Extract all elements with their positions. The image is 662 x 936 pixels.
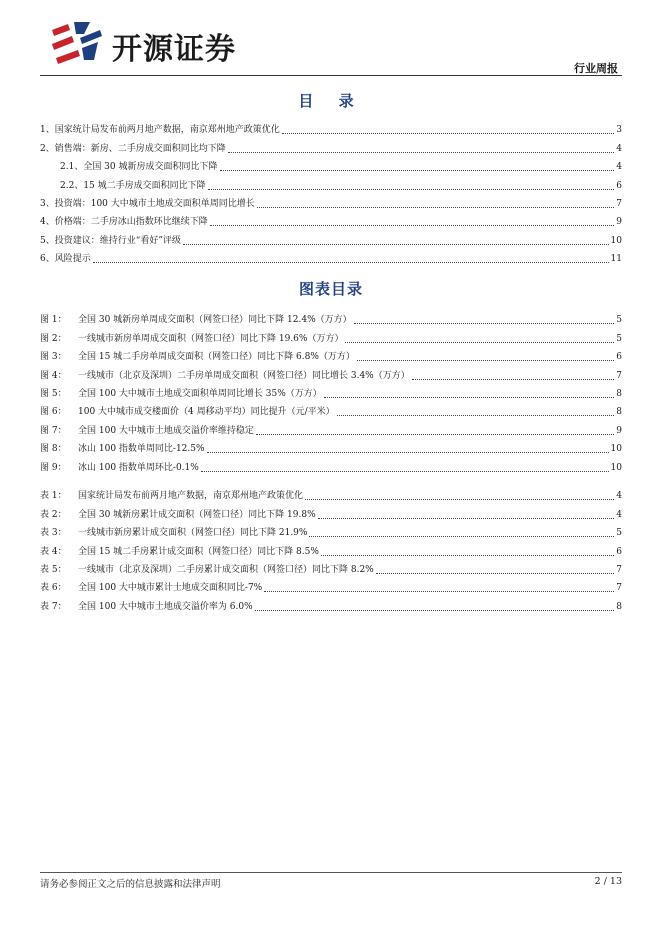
table-entry-number: 表 7： [40, 601, 67, 612]
table-entry[interactable] [40, 502, 622, 520]
dot-leader [337, 415, 615, 416]
dot-leader [228, 152, 615, 153]
figure-entry-page: 8 [616, 407, 622, 418]
figure-entry-label: 100 大中城市成交楼面价（4 周移动平均）同比提升（元/平米） [78, 407, 335, 418]
footer-disclaimer: 请务必参阅正文之后的信息披露和法律声明 [40, 879, 221, 890]
figure-entry-number: 图 2： [40, 333, 67, 344]
table-entry-label: 一线城市新房累计成交面积（网签口径）同比下降 21.9% [78, 528, 308, 539]
brand-name: 开源证券 [112, 32, 236, 67]
toc-entry[interactable] [40, 210, 622, 228]
figure-entry-label: 冰山 100 指数单周同比-12.5% [78, 444, 205, 455]
table-entry-number: 表 5： [40, 564, 67, 575]
figure-entry-number: 图 8： [40, 444, 67, 455]
dot-leader [207, 452, 609, 453]
table-entry[interactable] [40, 576, 622, 594]
toc-entry-page: 11 [610, 254, 622, 265]
dot-leader [412, 379, 615, 380]
dot-leader [321, 555, 614, 556]
figure-entry[interactable] [40, 345, 622, 363]
table-entry[interactable] [40, 484, 622, 502]
dot-leader [318, 518, 615, 519]
dot-leader [345, 342, 614, 343]
toc-entry-page: 6 [616, 180, 622, 191]
toc-entry-page: 3 [616, 125, 622, 136]
figure-entry-page: 5 [616, 315, 622, 326]
dot-leader [324, 397, 614, 398]
figure-entry-number: 图 1： [40, 315, 67, 326]
table-entry[interactable] [40, 539, 622, 557]
figures-list [40, 308, 622, 474]
dot-leader [309, 536, 614, 537]
table-entry-page: 4 [616, 491, 622, 502]
toc-entry-page: 9 [616, 217, 622, 228]
figure-entry[interactable] [40, 326, 622, 344]
table-entry[interactable] [40, 558, 622, 576]
table-entry-page: 8 [616, 601, 622, 612]
figure-entry[interactable] [40, 455, 622, 473]
toc-entry-page: 10 [610, 235, 622, 246]
figure-entry[interactable] [40, 382, 622, 400]
dot-leader [220, 170, 615, 171]
figure-entry-number: 图 6： [40, 407, 67, 418]
dot-leader [264, 591, 614, 592]
figure-entry-number: 图 3： [40, 352, 67, 363]
footer-divider [40, 872, 622, 873]
toc-entry[interactable] [40, 118, 622, 136]
toc-entry[interactable] [40, 173, 622, 191]
report-type-label: 行业周报 [574, 62, 618, 75]
figure-entry-label: 一线城市（北京及深圳）二手房单周成交面积（网签口径）同比增长 3.4%（万方） [78, 370, 410, 381]
toc-entry-label: 5、投资建议：维持行业“看好”评级 [40, 235, 181, 246]
table-entry-number: 表 4： [40, 546, 67, 557]
table-entry-page: 5 [616, 528, 622, 539]
table-entry-label: 全国 15 城二手房累计成交面积（网签口径）同比下降 8.5% [78, 546, 319, 557]
dot-leader [282, 133, 615, 134]
toc-entry-label: 1、国家统计局发布前两月地产数据，南京郑州地产政策优化 [40, 125, 280, 136]
toc-entry[interactable] [40, 192, 622, 210]
toc-entry-label: 2.1、全国 30 城新房成交面积同比下降 [60, 162, 218, 173]
toc-entry[interactable] [40, 155, 622, 173]
toc-entry[interactable] [40, 136, 622, 154]
table-entry-page: 4 [616, 509, 622, 520]
page-header [40, 14, 622, 76]
header-divider [40, 75, 622, 76]
table-entry-label: 全国 30 城新房累计成交面积（网签口径）同比下降 19.8% [78, 509, 316, 520]
toc-entry-label: 2.2、15 城二手房成交面积同比下降 [60, 180, 206, 191]
figure-entry[interactable] [40, 437, 622, 455]
toc-entry[interactable] [40, 247, 622, 265]
figure-entry-page: 6 [616, 352, 622, 363]
figure-entry-page: 5 [616, 333, 622, 344]
figure-entry[interactable] [40, 308, 622, 326]
figures-title: 图表目录 [298, 280, 363, 298]
dot-leader [357, 360, 614, 361]
figure-entry-number: 图 5： [40, 388, 67, 399]
figure-entry-label: 全国 100 大中城市土地成交面积单周同比增长 35%（万方） [78, 388, 322, 399]
table-entry-label: 全国 100 大中城市土地成交溢价率为 6.0% [78, 601, 253, 612]
table-entry-number: 表 2： [40, 509, 67, 520]
table-entry-label: 一线城市（北京及深圳）二手房累计成交面积（网签口径）同比下降 8.2% [78, 564, 374, 575]
figure-entry-number: 图 9： [40, 462, 67, 473]
toc-entry-label: 3、投资端：100 大中城市土地成交面积单周同比增长 [40, 198, 255, 209]
toc-list [40, 118, 622, 265]
figure-entry-label: 全国 30 城新房单周成交面积（网签口径）同比下降 12.4%（万方） [78, 315, 352, 326]
dot-leader [256, 434, 614, 435]
toc-entry-page: 7 [616, 198, 622, 209]
table-entry-number: 表 3： [40, 528, 67, 539]
page-number: 2 / 13 [594, 876, 622, 887]
figure-entry-page: 7 [616, 370, 622, 381]
dot-leader [376, 573, 615, 574]
figure-entry-label: 全国 100 大中城市土地成交溢价率维持稳定 [78, 425, 254, 436]
dot-leader [208, 189, 615, 190]
tables-list [40, 484, 622, 613]
figure-entry-label: 冰山 100 指数单周环比-0.1% [78, 462, 199, 473]
dot-leader [255, 610, 615, 611]
figure-entry-page: 9 [616, 425, 622, 436]
table-entry-page: 6 [616, 546, 622, 557]
kaiyuan-logo-icon [50, 20, 102, 64]
figure-entry-page: 10 [610, 444, 622, 455]
table-entry-page: 7 [616, 583, 622, 594]
toc-entry-label: 2、销售端：新房、二手房成交面积同比均下降 [40, 143, 226, 154]
figure-entry-page: 8 [616, 388, 622, 399]
dot-leader [93, 262, 609, 263]
toc-entry-label: 4、价格端：二手房冰山指数环比继续下降 [40, 217, 208, 228]
table-entry-number: 表 6： [40, 583, 67, 594]
table-entry-page: 7 [616, 564, 622, 575]
dot-leader [201, 471, 609, 472]
figure-entry[interactable] [40, 363, 622, 381]
dot-leader [210, 225, 615, 226]
figure-entry-number: 图 4： [40, 370, 67, 381]
dot-leader [183, 244, 609, 245]
dot-leader [354, 323, 615, 324]
figure-entry-page: 10 [610, 462, 622, 473]
dot-leader [305, 499, 614, 500]
toc-entry-page: 4 [616, 143, 622, 154]
toc-title: 目 录 [298, 92, 364, 110]
toc-entry-page: 4 [616, 162, 622, 173]
figure-entry-number: 图 7： [40, 425, 67, 436]
toc-entry-label: 6、风险提示 [40, 254, 91, 265]
figure-entry[interactable] [40, 418, 622, 436]
toc-entry[interactable] [40, 228, 622, 246]
table-entry-label: 全国 100 大中城市累计土地成交面积同比-7% [78, 583, 263, 594]
table-entry-label: 国家统计局发布前两月地产数据，南京郑州地产政策优化 [78, 491, 304, 502]
figure-entry-label: 全国 15 城二手房单周成交面积（网签口径）同比下降 6.8%（万方） [78, 352, 355, 363]
table-entry[interactable] [40, 594, 622, 612]
table-entry[interactable] [40, 521, 622, 539]
figure-entry-label: 一线城市新房单周成交面积（网签口径）同比下降 19.6%（万方） [78, 333, 344, 344]
dot-leader [257, 207, 614, 208]
figure-entry[interactable] [40, 400, 622, 418]
table-entry-number: 表 1： [40, 491, 67, 502]
